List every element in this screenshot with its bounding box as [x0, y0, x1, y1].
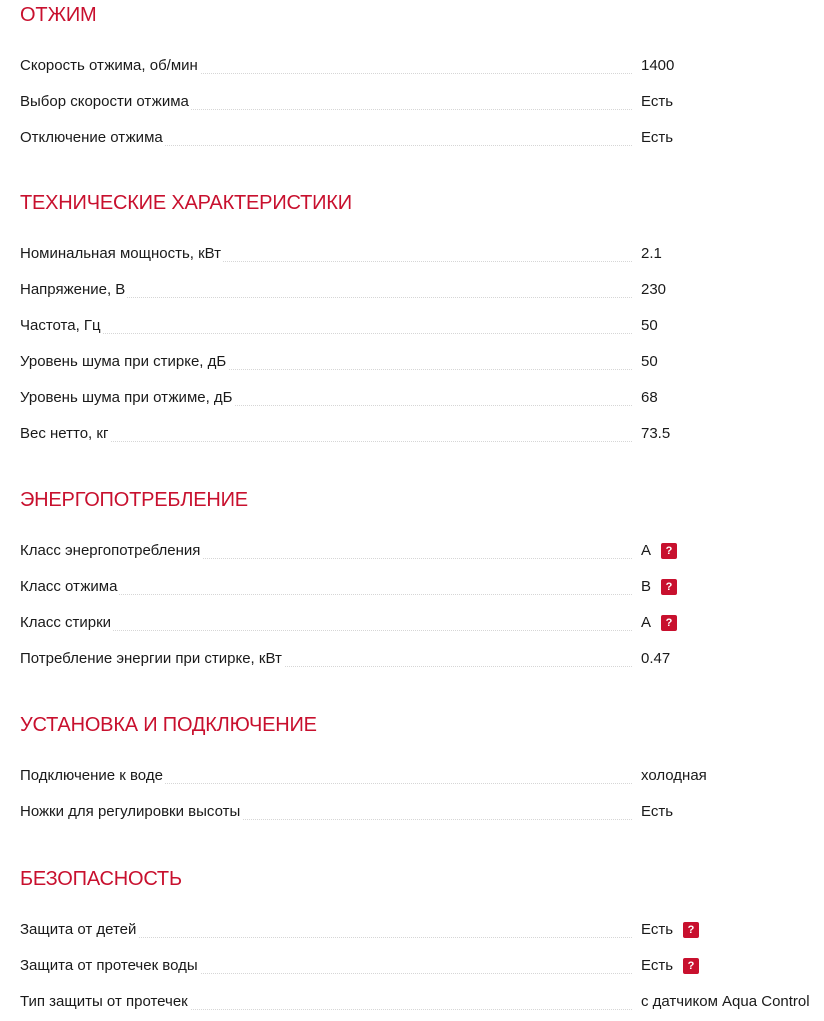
spec-value — [641, 921, 699, 939]
spec-value — [641, 245, 662, 263]
spec-value — [641, 93, 673, 111]
spec-label: Вес нетто, кг — [20, 425, 109, 442]
spec-value-text: A — [641, 542, 652, 559]
spec-value — [641, 767, 707, 785]
spec-row-adjustable-feet — [20, 795, 674, 831]
spec-value-text: 50 — [641, 353, 658, 370]
spec-value-text: с датчиком Aqua Control — [641, 993, 810, 1010]
spec-value — [641, 993, 810, 1011]
spec-value — [641, 281, 666, 299]
section-spin — [20, 0, 675, 157]
spec-row-noise-wash — [20, 345, 658, 381]
spec-row-voltage — [20, 273, 667, 309]
spec-row-wash-class — [20, 606, 673, 642]
spec-value-text: Есть — [641, 93, 674, 110]
spec-value — [641, 57, 674, 75]
spec-label: Уровень шума при отжиме, дБ — [20, 389, 233, 406]
spec-value — [641, 353, 658, 371]
spec-row-weight — [20, 417, 671, 453]
section-tech-specs — [20, 188, 671, 453]
section-title: УСТАНОВКА И ПОДКЛЮЧЕНИЕ — [20, 714, 317, 736]
spec-label: Тип защиты от протечек — [20, 993, 188, 1010]
spec-value-text: A — [641, 614, 652, 631]
spec-value — [641, 129, 673, 147]
help-icon[interactable]: ? — [661, 543, 677, 559]
section-installation — [20, 710, 707, 831]
section-title: ОТЖИМ — [20, 4, 97, 26]
spec-value-text: Есть — [641, 803, 674, 820]
spec-row-noise-spin — [20, 381, 658, 417]
spec-row-water-connection — [20, 759, 707, 795]
spec-label: Потребление энергии при стирке, кВт — [20, 650, 282, 667]
spec-row-spin-class — [20, 570, 673, 606]
spec-row-frequency — [20, 309, 658, 345]
spec-row-child-lock — [20, 913, 695, 949]
spec-label: Класс отжима — [20, 578, 118, 595]
spec-value-text: 2.1 — [641, 245, 662, 262]
spec-value — [641, 578, 677, 596]
spec-value-text: Есть — [641, 921, 674, 938]
spec-label: Защита от детей — [20, 921, 137, 938]
spec-value — [641, 803, 673, 821]
spec-row-spin-speed — [20, 49, 675, 85]
spec-value-text: 73.5 — [641, 425, 671, 442]
spec-label: Номинальная мощность, кВт — [20, 245, 222, 262]
spec-label: Частота, Гц — [20, 317, 101, 334]
spec-value-text: 230 — [641, 281, 667, 298]
spec-value — [641, 957, 699, 975]
spec-label: Уровень шума при стирке, дБ — [20, 353, 227, 370]
spec-row-spin-off — [20, 121, 674, 157]
spec-label: Ножки для регулировки высоты — [20, 803, 241, 820]
spec-value — [641, 425, 670, 443]
spec-value-text: 68 — [641, 389, 658, 406]
spec-label: Выбор скорости отжима — [20, 93, 189, 110]
spec-value-text: холодная — [641, 767, 707, 784]
help-icon[interactable]: ? — [683, 958, 699, 974]
spec-value — [641, 650, 670, 668]
spec-value-text: 50 — [641, 317, 658, 334]
spec-value — [641, 317, 658, 335]
help-icon[interactable]: ? — [661, 579, 677, 595]
spec-value-text: 0.47 — [641, 650, 671, 667]
spec-value-text: Есть — [641, 957, 674, 974]
section-title: БЕЗОПАСНОСТЬ — [20, 868, 182, 890]
spec-row-energy-consumption — [20, 642, 671, 678]
spec-row-power — [20, 237, 662, 273]
section-title: ЭНЕРГОПОТРЕБЛЕНИЕ — [20, 489, 248, 511]
spec-value — [641, 614, 677, 632]
dotted-leader — [20, 333, 632, 334]
help-icon[interactable]: ? — [661, 615, 677, 631]
dotted-leader — [20, 441, 632, 442]
section-safety — [20, 864, 810, 1021]
spec-label: Напряжение, В — [20, 281, 126, 298]
spec-label: Класс стирки — [20, 614, 112, 631]
help-icon[interactable]: ? — [683, 922, 699, 938]
spec-value — [641, 542, 677, 560]
spec-row-leak-protection — [20, 949, 695, 985]
spec-row-energy-class — [20, 534, 673, 570]
spec-value-text: 1400 — [641, 57, 675, 74]
spec-label: Защита от протечек воды — [20, 957, 198, 974]
spec-label: Отключение отжима — [20, 129, 163, 146]
spec-row-spin-speed-select — [20, 85, 674, 121]
spec-value-text: B — [641, 578, 652, 595]
spec-row-leak-protection-type — [20, 985, 810, 1021]
spec-value-text: Есть — [641, 129, 674, 146]
section-title: ТЕХНИЧЕСКИЕ ХАРАКТЕРИСТИКИ — [20, 192, 352, 214]
spec-label: Подключение к воде — [20, 767, 163, 784]
spec-label: Скорость отжима, об/мин — [20, 57, 198, 74]
spec-value — [641, 389, 658, 407]
section-energy — [20, 485, 673, 678]
spec-label: Класс энергопотребления — [20, 542, 201, 559]
